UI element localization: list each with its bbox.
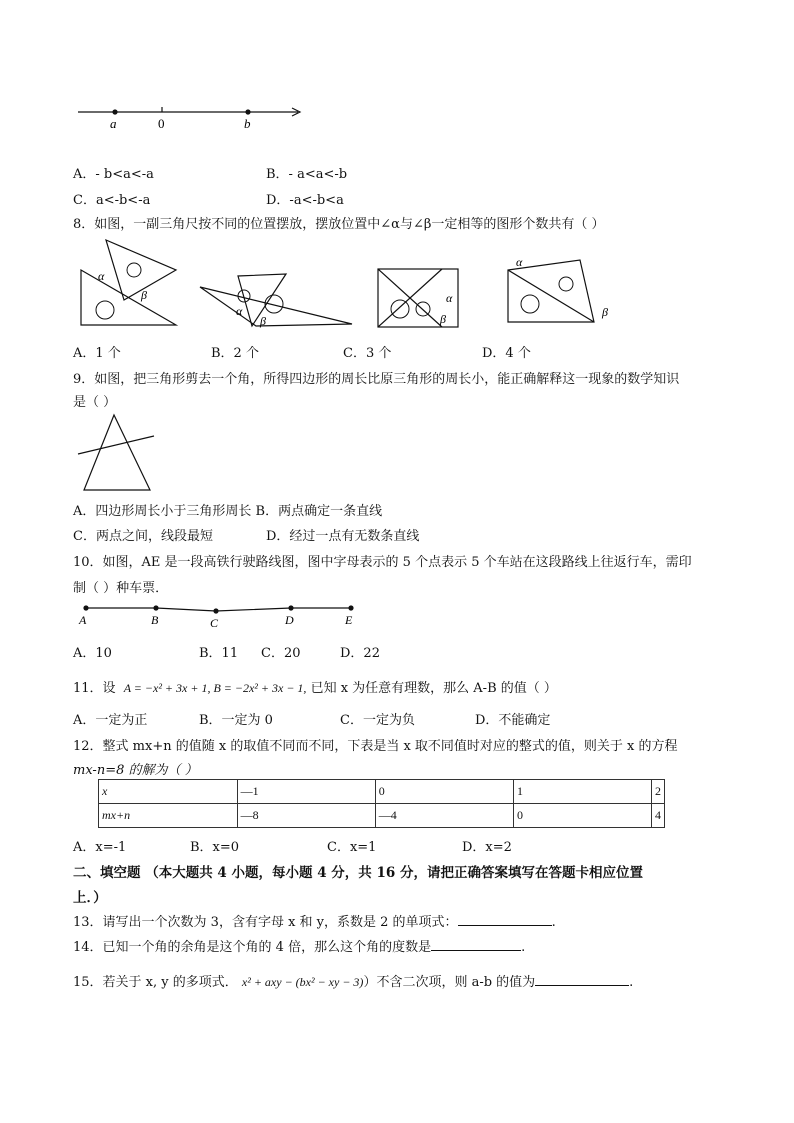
q7-option-c[interactable]: C．a<-b<-a xyxy=(73,193,151,208)
table-cell: —8 xyxy=(237,804,375,828)
station-b xyxy=(153,605,158,610)
q14-stem xyxy=(73,936,525,955)
q13-answer-blank[interactable] xyxy=(458,913,552,926)
label-b: b xyxy=(244,116,251,131)
table-cell: 0 xyxy=(513,804,651,828)
svg-text:α: α xyxy=(446,291,453,305)
q10-option-a[interactable]: A．10 xyxy=(73,646,112,661)
svg-text:B: B xyxy=(151,613,159,627)
cut-triangle-figure xyxy=(76,412,162,492)
q12-option-d[interactable]: D．x=2 xyxy=(462,840,512,855)
svg-text:β: β xyxy=(260,314,266,328)
q9-stem-line2: 是（ ） xyxy=(73,395,117,410)
table-row xyxy=(99,780,665,804)
svg-text:β: β xyxy=(141,288,147,302)
q11-prefix: 11．设 xyxy=(73,681,116,696)
q9-stem-line1: 9．如图，把三角形剪去一个角，所得四边形的周长比原三角形的周长小，能正确解释这一现象的数学知识 xyxy=(73,372,680,387)
q11-option-a[interactable]: A．一定为正 xyxy=(73,713,148,728)
q8-option-a[interactable]: A．1 个 xyxy=(73,346,121,361)
q10-option-d[interactable]: D．22 xyxy=(340,646,380,661)
label-zero: 0 xyxy=(158,116,165,131)
q15-formula: x² + axy − (bx² − xy − 3) xyxy=(241,975,364,989)
q15-answer-blank[interactable] xyxy=(535,973,629,986)
svg-text:C: C xyxy=(210,616,219,630)
q10-option-b[interactable]: B．11 xyxy=(199,646,239,661)
q11-formula: A = −x² + 3x + 1, B = −2x² + 3x − 1, xyxy=(123,681,307,695)
q9-option-ab[interactable]: A．四边形周长小于三角形周长 B．两点确定一条直线 xyxy=(73,504,383,519)
point-a xyxy=(112,109,117,114)
table-cell: 0 xyxy=(375,780,513,804)
q8-option-b[interactable]: B．2 个 xyxy=(211,346,259,361)
table-cell: mx+n xyxy=(99,804,238,828)
svg-text:A: A xyxy=(79,613,87,627)
triangle-ruler-figure-2 xyxy=(196,270,356,330)
q9-option-d[interactable]: D．经过一点有无数条直线 xyxy=(266,529,420,544)
section-heading-line2: 上．） xyxy=(73,890,107,906)
q15-prefix: 15．若关于 x, y 的多项式． xyxy=(73,975,238,990)
q11-stem xyxy=(73,677,557,696)
table-cell: x xyxy=(99,780,238,804)
q7-option-d[interactable]: D．-a<-b<a xyxy=(266,193,344,208)
station-d xyxy=(288,605,293,610)
svg-text:E: E xyxy=(345,613,353,627)
q12-option-c[interactable]: C．x=1 xyxy=(327,840,377,855)
q14-answer-blank[interactable] xyxy=(431,938,521,951)
triangle-ruler-figure-1 xyxy=(76,240,186,330)
q10-stem-line2: 制（ ）种车票． xyxy=(73,581,169,596)
q14-text: 14．已知一个角的余角是这个角的 4 倍，那么这个角的度数是 xyxy=(73,940,432,955)
table-cell: 4 xyxy=(651,804,664,828)
q13-end: . xyxy=(551,915,556,930)
q7-option-a[interactable]: A．- b<a<-a xyxy=(73,167,154,182)
label-a: a xyxy=(110,116,117,131)
q11-option-b[interactable]: B．一定为 0 xyxy=(199,713,273,728)
q12-stem-line2: mx-n=8 的解为（ ） xyxy=(73,763,198,778)
q8-option-d[interactable]: D．4 个 xyxy=(482,346,531,361)
q10-option-c[interactable]: C．20 xyxy=(261,646,301,661)
q13-text: 13．请写出一个次数为 3，含有字母 x 和 y，系数是 2 的单项式： xyxy=(73,915,458,930)
table-cell: 1 xyxy=(513,780,651,804)
section-heading-line1: 二、填空题 （本大题共 4 小题，每小题 4 分，共 16 分，请把正确答案填写在答题卡相应位置 xyxy=(73,865,643,881)
table-row xyxy=(99,804,665,828)
triangle-ruler-figure-3 xyxy=(374,265,464,330)
station-a xyxy=(83,605,88,610)
q12-option-a[interactable]: A．x=-1 xyxy=(73,840,127,855)
triangle-ruler-figure-4 xyxy=(500,254,615,329)
q12-option-b[interactable]: B．x=0 xyxy=(190,840,240,855)
q11-suffix: 已知 x 为任意有理数，那么 A-B 的值（ ） xyxy=(310,681,557,696)
q8-option-c[interactable]: C．3 个 xyxy=(343,346,392,361)
table-cell: —1 xyxy=(237,780,375,804)
q11-option-c[interactable]: C．一定为负 xyxy=(340,713,415,728)
svg-text:β: β xyxy=(440,312,446,326)
q13-stem xyxy=(73,911,556,930)
svg-text:α: α xyxy=(516,255,523,269)
q9-option-c[interactable]: C．两点之间，线段最短 xyxy=(73,529,213,544)
q11-option-d[interactable]: D．不能确定 xyxy=(475,713,551,728)
svg-text:α: α xyxy=(98,269,105,283)
point-b xyxy=(245,109,250,114)
table-cell: 2 xyxy=(651,780,664,804)
q15-stem xyxy=(73,971,633,990)
svg-text:D: D xyxy=(285,613,294,627)
q15-suffix: ）不含二次项，则 a-b 的值为 xyxy=(363,975,536,990)
q14-end: . xyxy=(521,940,526,955)
svg-text:β: β xyxy=(602,305,608,319)
value-table xyxy=(98,779,665,828)
station-c xyxy=(213,608,218,613)
q10-stem-line1: 10．如图，AE 是一段高铁行驶路线图，图中字母表示的 5 个点表示 5 个车站在这段路线上往返行车，需印 xyxy=(73,555,692,570)
table-cell: —4 xyxy=(375,804,513,828)
q15-end: . xyxy=(629,975,634,990)
svg-text:α: α xyxy=(236,304,243,318)
q8-stem: 8．如图，一副三角尺按不同的位置摆放，摆放位置中∠α与∠β一定相等的图形个数共有（ ） xyxy=(73,217,605,232)
station-e xyxy=(348,605,353,610)
q7-option-b[interactable]: B．- a<a<-b xyxy=(266,167,348,182)
q12-stem-line1: 12．整式 mx+n 的值随 x 的取值不同而不同，下表是当 x 取不同值时对应的整式的值，则关于 x 的方程 xyxy=(73,739,678,754)
number-line-figure xyxy=(70,98,320,134)
railway-route-figure xyxy=(76,600,366,630)
